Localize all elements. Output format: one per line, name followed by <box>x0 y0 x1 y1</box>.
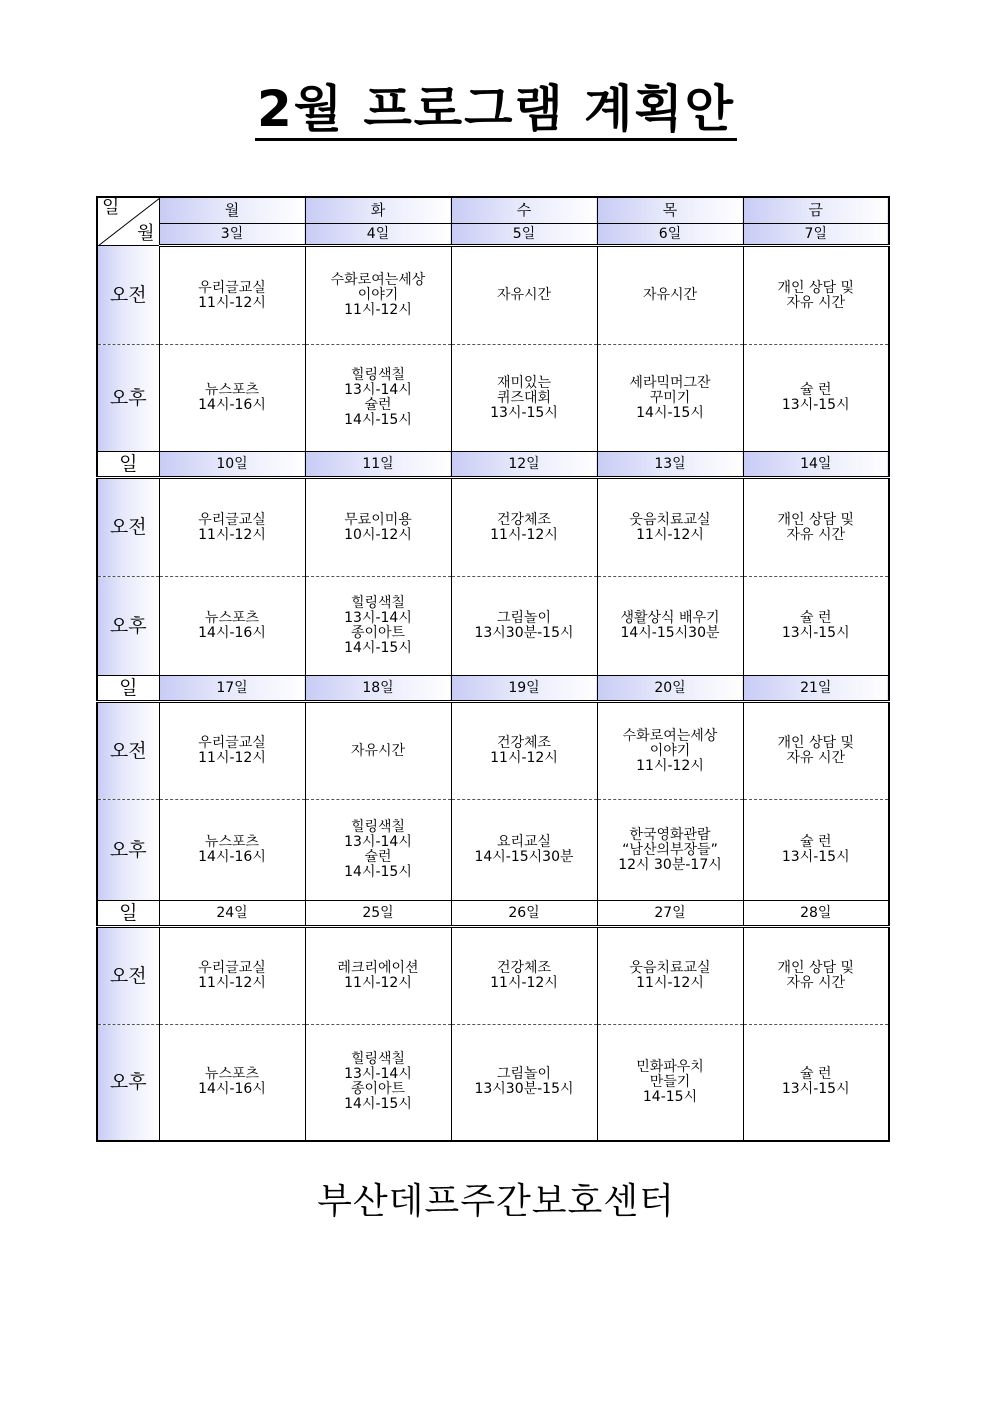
program-line: 14시-15시30분 <box>474 849 574 865</box>
program-line: 꾸미기 <box>649 389 691 406</box>
program-line: 건강체조 <box>496 735 552 751</box>
weekday-header-row <box>97 197 889 224</box>
pm-row <box>97 577 889 676</box>
program-line: 만들기 <box>649 1073 691 1090</box>
program-line: 우리글교실 <box>198 960 266 976</box>
date-cell: 28일 <box>743 901 889 927</box>
program-cell <box>159 246 305 345</box>
pm-label: 오후 <box>97 1025 159 1141</box>
corner-day-label: 일 <box>102 197 120 218</box>
program-line: 개인 상담 및 <box>777 511 855 528</box>
program-line: 힐링색칠 <box>350 819 406 835</box>
program-line: 건강체조 <box>496 511 552 528</box>
date-cell: 18일 <box>305 676 451 702</box>
program-line: 14시-16시 <box>198 625 266 641</box>
date-cell: 20일 <box>597 676 743 702</box>
date-cell: 17일 <box>159 676 305 702</box>
program-cell <box>743 800 889 901</box>
program-line: 12시 30분-17시 <box>618 856 722 873</box>
program-line: 13시-15시 <box>781 397 850 413</box>
program-cell <box>305 246 451 345</box>
program-line: 11시-12시 <box>198 294 266 311</box>
date-row <box>97 676 889 702</box>
program-line: 14시-16시 <box>198 1081 266 1098</box>
date-row <box>97 452 889 478</box>
pm-label: 오후 <box>97 800 159 901</box>
date-cell: 11일 <box>305 452 451 478</box>
program-line: 무료이미용 <box>344 511 412 528</box>
program-cell <box>597 1025 743 1141</box>
program-cell <box>159 478 305 577</box>
program-line: 11시-12시 <box>636 975 704 991</box>
program-line: 그림놀이 <box>496 610 552 626</box>
am-label: 오전 <box>97 478 159 577</box>
program-cell <box>743 246 889 345</box>
program-cell <box>305 1025 451 1141</box>
program-cell <box>451 702 597 800</box>
program-line: 생활상식 배우기 <box>620 610 720 626</box>
program-line: 14시-16시 <box>198 397 266 413</box>
program-line: 한국영화관람 <box>629 826 711 843</box>
program-cell <box>743 577 889 676</box>
program-line: 웃음치료교실 <box>629 511 711 528</box>
program-cell <box>743 345 889 452</box>
program-line: 요리교실 <box>496 834 552 850</box>
date-cell: 10일 <box>159 452 305 478</box>
program-line: 11시-12시 <box>344 302 412 318</box>
program-line: 슐 런 <box>800 382 832 398</box>
weekday-header: 월 <box>159 197 305 224</box>
program-line: 뉴스포츠 <box>204 834 260 850</box>
pm-row <box>97 1025 889 1141</box>
program-cell <box>451 246 597 345</box>
program-line: 14시-15시 <box>344 1096 412 1113</box>
program-line: 슐런 <box>364 849 392 865</box>
program-line: 개인 상담 및 <box>777 735 855 751</box>
program-line: 뉴스포츠 <box>204 382 260 398</box>
program-line: 건강체조 <box>496 960 552 976</box>
weekday-header: 금 <box>743 197 889 224</box>
program-line: 14시-15시 <box>344 412 412 428</box>
program-line: 13시-14시 <box>344 382 412 398</box>
program-line: 자유 시간 <box>786 294 846 311</box>
pm-label: 오후 <box>97 577 159 676</box>
weekday-header: 목 <box>597 197 743 224</box>
program-cell <box>451 345 597 452</box>
program-line: 13시-15시 <box>781 849 850 865</box>
program-line: 11시-12시 <box>490 975 558 991</box>
program-line: 11시-12시 <box>636 757 704 774</box>
pm-label: 오후 <box>97 345 159 452</box>
am-label: 오전 <box>97 702 159 800</box>
am-row <box>97 702 889 800</box>
program-cell <box>159 702 305 800</box>
program-line: 13시-15시 <box>781 625 850 641</box>
week-day-label: 일 <box>97 452 159 478</box>
program-cell <box>597 345 743 452</box>
program-line: 힐링색칠 <box>350 367 406 383</box>
date-cell: 3일 <box>159 224 305 246</box>
program-cell <box>305 478 451 577</box>
program-line: 우리글교실 <box>198 511 266 528</box>
program-line: 슐 런 <box>800 610 832 626</box>
date-row <box>97 901 889 927</box>
program-line: 11시-12시 <box>198 526 266 543</box>
program-line: “남산의부장들” <box>622 841 718 858</box>
program-line: 11시-12시 <box>636 526 704 543</box>
program-line: 자유 시간 <box>786 526 846 543</box>
corner-cell <box>97 197 159 246</box>
am-row <box>97 927 889 1025</box>
program-line: 자유 시간 <box>786 750 846 766</box>
date-cell: 5일 <box>451 224 597 246</box>
date-cell: 25일 <box>305 901 451 927</box>
am-row <box>97 246 889 345</box>
program-cell <box>159 577 305 676</box>
date-cell: 13일 <box>597 452 743 478</box>
program-cell <box>743 478 889 577</box>
program-line: 11시-12시 <box>490 750 558 766</box>
schedule-table <box>96 196 890 1142</box>
date-cell: 6일 <box>597 224 743 246</box>
program-line: 13시-15시 <box>490 404 558 421</box>
program-line: 웃음치료교실 <box>629 960 711 976</box>
program-line: 13시-14시 <box>344 1066 412 1083</box>
program-cell <box>159 927 305 1025</box>
program-line: 11시-12시 <box>490 526 558 543</box>
program-line: 13시30분-15시 <box>474 1081 574 1098</box>
program-line: 우리글교실 <box>198 279 266 296</box>
program-line: 14시-15시30분 <box>620 625 720 641</box>
program-cell <box>159 1025 305 1141</box>
program-line: 수화로여는세상 <box>622 727 718 744</box>
program-line: 슐런 <box>364 397 392 413</box>
am-label: 오전 <box>97 246 159 345</box>
program-line: 힐링색칠 <box>350 1051 406 1068</box>
program-line: 힐링색칠 <box>350 595 406 611</box>
program-line: 세라믹머그잔 <box>629 374 711 391</box>
program-cell <box>451 800 597 901</box>
program-cell <box>451 927 597 1025</box>
program-line: 퀴즈대회 <box>496 389 552 406</box>
program-line: 종이아트 <box>350 625 406 641</box>
page-title-text: 2월 프로그램 계획안 <box>255 80 737 141</box>
program-line: 뉴스포츠 <box>204 1066 260 1083</box>
program-line: 14시-15시 <box>344 864 412 880</box>
program-cell <box>159 800 305 901</box>
program-cell <box>305 702 451 800</box>
program-line: 이야기 <box>357 287 399 303</box>
date-cell: 21일 <box>743 676 889 702</box>
program-line: 종이아트 <box>350 1081 406 1098</box>
program-cell <box>743 927 889 1025</box>
program-line: 14시-16시 <box>198 849 266 865</box>
program-line: 그림놀이 <box>496 1066 552 1083</box>
program-cell <box>451 478 597 577</box>
pm-row <box>97 345 889 452</box>
program-line: 개인 상담 및 <box>777 279 855 296</box>
week-day-label: 일 <box>97 676 159 702</box>
program-line: 우리글교실 <box>198 735 266 751</box>
program-cell <box>597 478 743 577</box>
program-line: 이야기 <box>649 742 691 759</box>
weekday-header: 화 <box>305 197 451 224</box>
program-line: 자유시간 <box>642 287 698 303</box>
program-cell <box>451 1025 597 1141</box>
program-cell <box>597 577 743 676</box>
weekday-header: 수 <box>451 197 597 224</box>
page-title <box>0 78 992 141</box>
date-cell: 24일 <box>159 901 305 927</box>
program-cell <box>159 345 305 452</box>
pm-row <box>97 800 889 901</box>
date-cell: 19일 <box>451 676 597 702</box>
date-cell: 7일 <box>743 224 889 246</box>
am-label: 오전 <box>97 927 159 1025</box>
program-cell <box>597 246 743 345</box>
program-line: 레크리에이션 <box>337 960 419 976</box>
program-line: 재미있는 <box>496 374 552 391</box>
corner-month-label: 월 <box>137 223 155 244</box>
program-line: 자유시간 <box>350 742 406 759</box>
footer-org-name: 부산데프주간보호센터 <box>317 1181 675 1222</box>
program-cell <box>597 800 743 901</box>
program-line: 13시-14시 <box>344 834 412 850</box>
program-cell <box>743 702 889 800</box>
program-line: 13시-15시 <box>781 1081 850 1098</box>
program-cell <box>305 927 451 1025</box>
program-cell <box>597 702 743 800</box>
week-day-label: 일 <box>97 901 159 927</box>
program-cell <box>305 577 451 676</box>
program-cell <box>305 345 451 452</box>
program-line: 14시-15시 <box>636 404 704 421</box>
date-cell: 14일 <box>743 452 889 478</box>
program-cell <box>451 577 597 676</box>
program-cell <box>743 1025 889 1141</box>
program-line: 14-15시 <box>642 1088 698 1105</box>
program-line: 13시30분-15시 <box>474 625 574 641</box>
program-line: 뉴스포츠 <box>204 610 260 626</box>
program-cell <box>305 800 451 901</box>
program-line: 11시-12시 <box>344 975 412 991</box>
program-line: 11시-12시 <box>198 975 266 991</box>
program-line: 11시-12시 <box>198 750 266 766</box>
program-line: 민화파우치 <box>636 1058 704 1075</box>
date-cell: 12일 <box>451 452 597 478</box>
program-line: 슐 런 <box>800 834 832 850</box>
program-line: 개인 상담 및 <box>777 960 855 976</box>
date-cell: 4일 <box>305 224 451 246</box>
program-line: 자유 시간 <box>786 975 846 991</box>
program-line: 슐 런 <box>800 1066 832 1083</box>
date-cell: 27일 <box>597 901 743 927</box>
program-line: 수화로여는세상 <box>330 272 426 288</box>
program-line: 10시-12시 <box>344 526 412 543</box>
program-line: 14시-15시 <box>344 640 412 656</box>
date-cell: 26일 <box>451 901 597 927</box>
program-line: 13시-14시 <box>344 610 412 626</box>
date-row <box>97 224 889 246</box>
am-row <box>97 478 889 577</box>
program-line: 자유시간 <box>496 287 552 303</box>
schedule-body <box>97 197 889 1141</box>
program-cell <box>597 927 743 1025</box>
